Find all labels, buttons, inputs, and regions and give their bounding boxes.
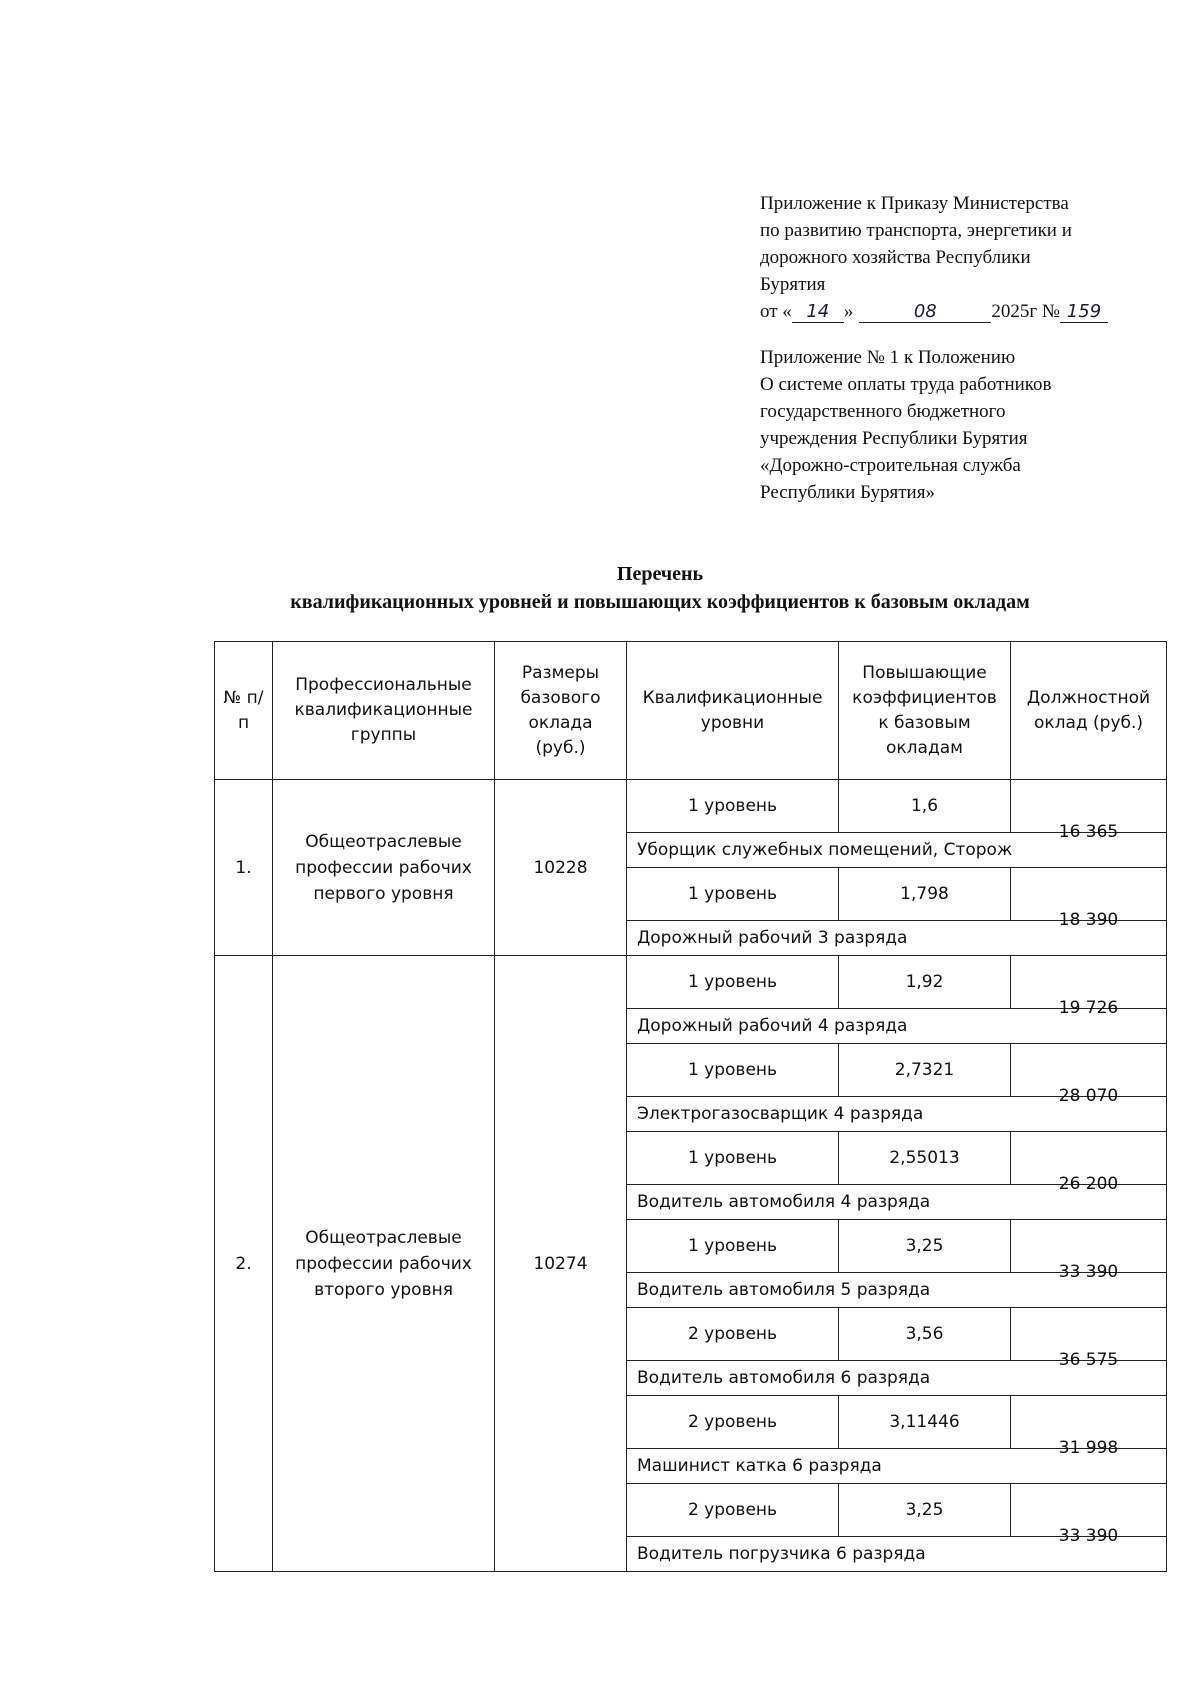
salary-value: 36 575 — [1058, 1350, 1119, 1370]
group-num: 1. — [215, 780, 273, 956]
table-row — [215, 956, 1167, 1009]
appendix2-block — [760, 344, 1160, 506]
salary-cell — [1011, 868, 1167, 930]
level-cell: 1 уровень — [627, 1132, 839, 1185]
salary-cell — [1011, 956, 1167, 1018]
salary-cell — [1011, 1044, 1167, 1106]
level-cell: 1 уровень — [627, 956, 839, 1009]
appendix-line: Бурятия — [760, 274, 826, 295]
appendix2-line: учреждения Республики Бурятия — [760, 428, 1028, 449]
level-cell: 2 уровень — [627, 1484, 839, 1537]
salary-value: 33 390 — [1058, 1526, 1119, 1546]
table-row — [215, 780, 1167, 833]
col-header-salary: Должностной оклад (руб.) — [1011, 642, 1167, 780]
salary-cell — [1011, 1132, 1167, 1194]
col-header-num: № п/п — [215, 642, 273, 780]
coef-cell: 2,55013 — [839, 1132, 1011, 1185]
col-header-group: Профессиональные квалификационные группы — [273, 642, 495, 780]
salary-value: 33 390 — [1058, 1262, 1119, 1282]
salary-value: 26 200 — [1058, 1174, 1119, 1194]
document-title — [210, 560, 1110, 616]
position-cell: Водитель погрузчика 6 разряда — [627, 1537, 1167, 1572]
date-mid: » — [843, 301, 854, 322]
position-cell: Машинист катка 6 разряда — [627, 1449, 1167, 1484]
coef-cell: 3,25 — [839, 1484, 1011, 1537]
coef-cell: 1,798 — [839, 868, 1011, 921]
level-cell: 1 уровень — [627, 780, 839, 833]
salary-value: 31 998 — [1058, 1438, 1119, 1458]
salary-value: 16 365 — [1058, 822, 1119, 842]
coef-cell: 2,7321 — [839, 1044, 1011, 1097]
appendix-line: дорожного хозяйства Республики — [760, 247, 1031, 268]
level-cell: 2 уровень — [627, 1396, 839, 1449]
coef-cell: 3,25 — [839, 1220, 1011, 1273]
group-num: 2. — [215, 956, 273, 1572]
group-base-salary: 10228 — [495, 780, 627, 956]
col-header-base: Размеры базового оклада (руб.) — [495, 642, 627, 780]
date-day: 14 — [792, 302, 844, 323]
position-cell: Водитель автомобиля 5 разряда — [627, 1273, 1167, 1308]
salary-cell — [1011, 780, 1167, 842]
salary-value: 19 726 — [1058, 998, 1119, 1018]
level-cell: 2 уровень — [627, 1308, 839, 1361]
title-line-1: Перечень — [616, 563, 704, 585]
appendix2-line: «Дорожно-строительная служба — [760, 455, 1021, 476]
position-cell: Дорожный рабочий 3 разряда — [627, 921, 1167, 956]
appendix-line: по развитию транспорта, энергетики и — [760, 220, 1072, 241]
coef-cell: 3,11446 — [839, 1396, 1011, 1449]
position-cell: Водитель автомобиля 6 разряда — [627, 1361, 1167, 1396]
title-line-2: квалификационных уровней и повышающих коэффициентов к базовым окладам — [290, 591, 1030, 613]
order-date-line — [760, 298, 1160, 325]
coef-cell: 1,6 — [839, 780, 1011, 833]
appendix2-line: государственного бюджетного — [760, 401, 1006, 422]
appendix-line: Приложение к Приказу Министерства — [760, 193, 1069, 214]
position-cell: Водитель автомобиля 4 разряда — [627, 1185, 1167, 1220]
group-base-salary: 10274 — [495, 956, 627, 1572]
level-cell: 1 уровень — [627, 1044, 839, 1097]
coef-cell: 1,92 — [839, 956, 1011, 1009]
date-year: 2025г № — [991, 301, 1060, 322]
group-name: Общеотраслевые профессии рабочих второго уровня — [273, 956, 495, 1572]
salary-cell — [1011, 1220, 1167, 1282]
appendix2-line: Приложение № 1 к Положению — [760, 347, 1016, 368]
order-number: 159 — [1060, 302, 1108, 323]
position-cell: Уборщик служебных помещений, Сторож — [627, 833, 1167, 868]
coef-cell: 3,56 — [839, 1308, 1011, 1361]
qualification-table — [214, 641, 1167, 1572]
table-header-row — [215, 642, 1167, 780]
salary-cell — [1011, 1484, 1167, 1546]
date-prefix: от « — [760, 301, 792, 322]
appendix2-line: О системе оплаты труда работников — [760, 374, 1052, 395]
level-cell: 1 уровень — [627, 1220, 839, 1273]
position-cell: Дорожный рабочий 4 разряда — [627, 1009, 1167, 1044]
col-header-level: Квалификационные уровни — [627, 642, 839, 780]
level-cell: 1 уровень — [627, 868, 839, 921]
salary-value: 28 070 — [1058, 1086, 1119, 1106]
salary-cell — [1011, 1396, 1167, 1458]
salary-value: 18 390 — [1058, 910, 1119, 930]
position-cell: Электрогазосварщик 4 разряда — [627, 1097, 1167, 1132]
appendix-block — [760, 190, 1160, 325]
salary-cell — [1011, 1308, 1167, 1370]
date-month: 08 — [859, 302, 991, 323]
col-header-coef: Повышающие коэффициентов к базовым окладам — [839, 642, 1011, 780]
appendix2-line: Республики Бурятия» — [760, 482, 935, 503]
group-name: Общеотраслевые профессии рабочих первого уровня — [273, 780, 495, 956]
